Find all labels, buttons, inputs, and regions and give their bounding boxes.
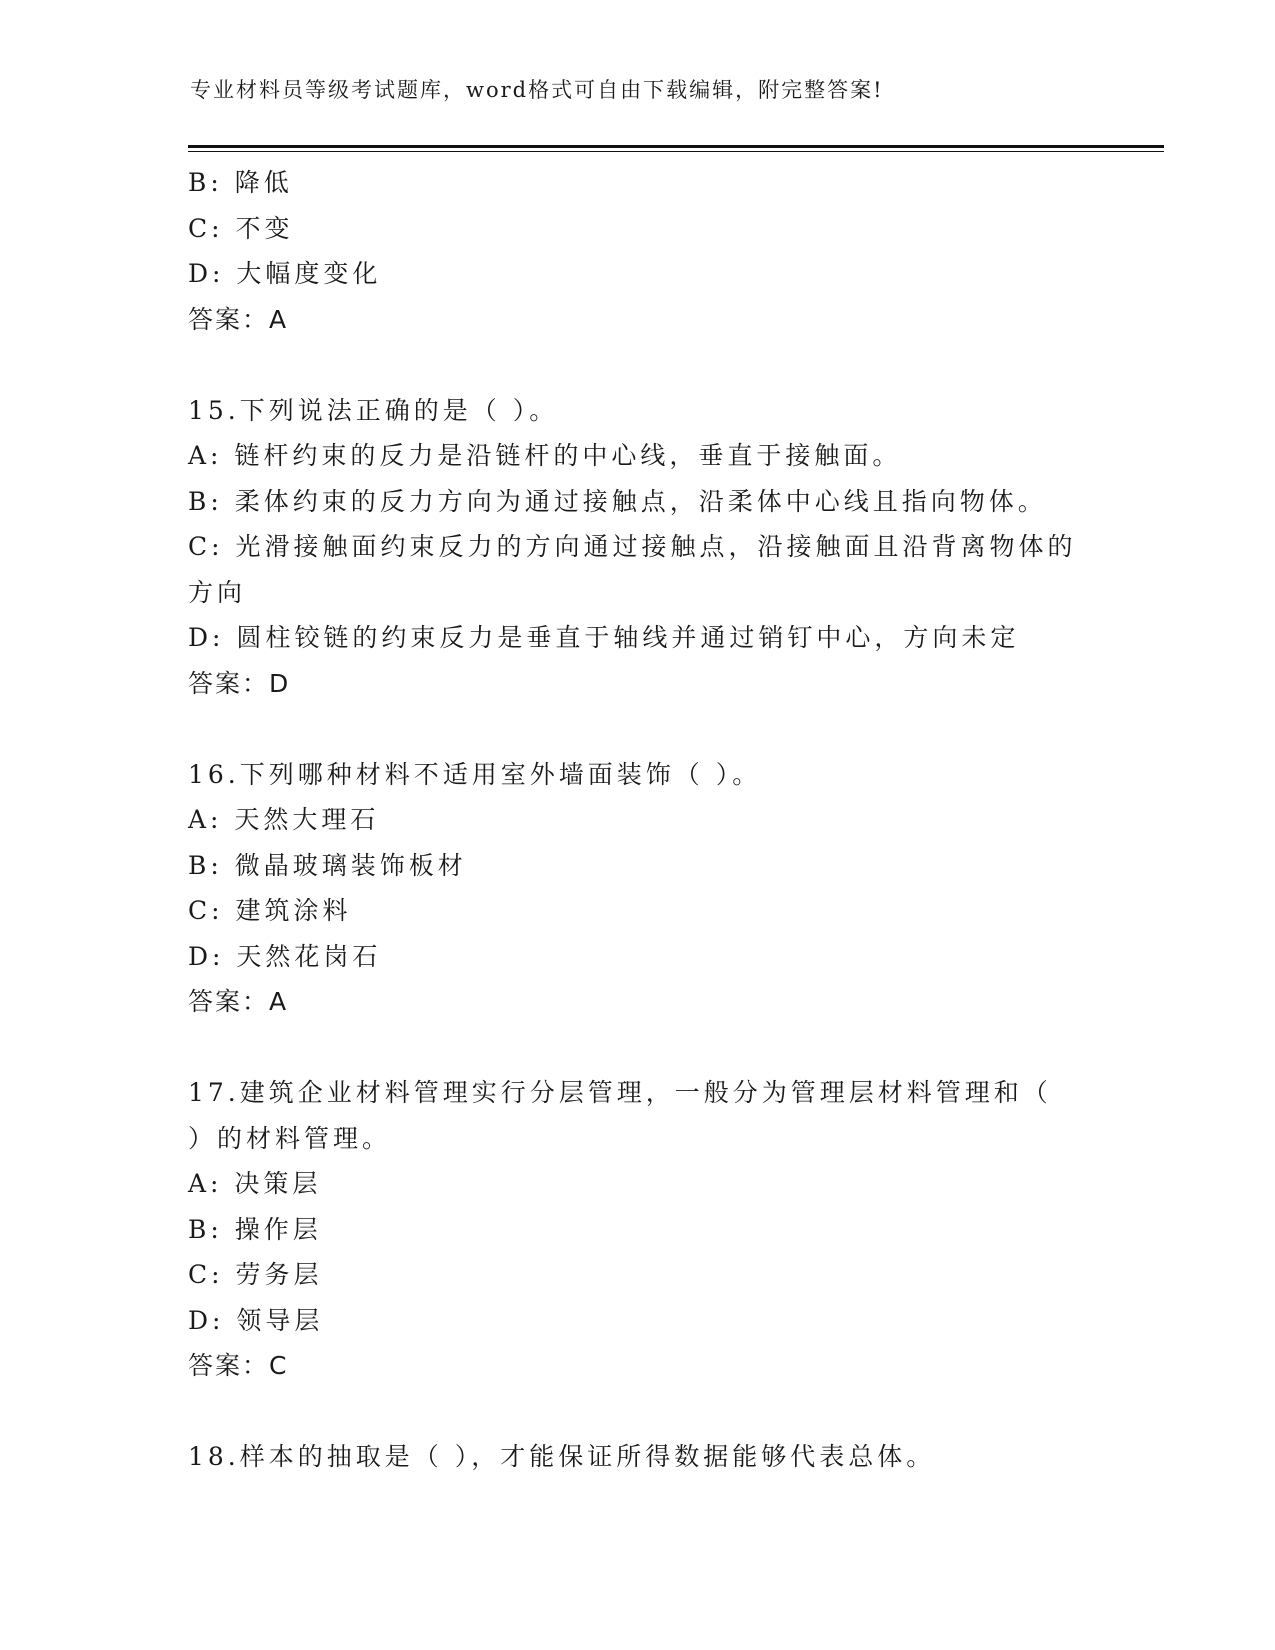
option-line: A: 天然大理石	[188, 805, 380, 834]
question-stem: 16.下列哪种材料不适用室外墙面装饰（ ）。	[188, 759, 762, 789]
spacer	[188, 706, 1088, 752]
header-divider-thin	[188, 151, 1164, 152]
option-line: D: 天然花岗石	[188, 941, 382, 971]
question-stem: 17.建筑企业材料管理实行分层管理，一般分为管理层材料管理和（	[188, 1078, 1052, 1107]
question-content	[188, 160, 1088, 1480]
header-divider-thick	[188, 145, 1164, 148]
option-line: C: 建筑涂料	[188, 896, 352, 925]
question-stem: 15.下列说法正确的是（ ）。	[188, 395, 559, 425]
spacer	[188, 342, 1088, 388]
answer-line: 答案：A	[188, 987, 289, 1016]
option-line: B: 柔体约束的反力方向为通过接触点，沿柔体中心线且指向物体。	[188, 486, 1047, 516]
option-line: C: 光滑接触面约束反力的方向通过接触点，沿接触面且沿背离物体的	[188, 532, 1077, 561]
option-line: A: 链杆约束的反力是沿链杆的中心线，垂直于接触面。	[188, 441, 902, 470]
option-line: D: 领导层	[188, 1305, 324, 1335]
question-stem-continued: ）的材料管理。	[188, 1123, 392, 1153]
option-line: C: 劳务层	[188, 1260, 323, 1289]
option-line: B: 操作层	[188, 1214, 322, 1244]
answer-line: 答案：A	[188, 304, 289, 334]
question-stem: 18.样本的抽取是（ ），才能保证所得数据能够代表总体。	[188, 1442, 936, 1471]
answer-line: 答案：C	[188, 1351, 289, 1380]
answer-line: 答案：D	[188, 668, 291, 698]
option-line-continued: 方向	[188, 577, 247, 607]
page-header: 专业材料员等级考试题库，word格式可自由下载编辑，附完整答案!	[190, 78, 884, 102]
spacer	[188, 1025, 1088, 1071]
spacer	[188, 1389, 1088, 1435]
option-line: C: 不变	[188, 213, 294, 243]
option-line: D: 大幅度变化	[188, 259, 382, 288]
option-line: B: 微晶玻璃装饰板材	[188, 850, 467, 880]
option-line: D: 圆柱铰链的约束反力是垂直于轴线并通过销钉中心，方向未定	[188, 623, 1020, 652]
option-line: B: 降低	[188, 168, 293, 197]
option-line: A: 决策层	[188, 1169, 322, 1198]
